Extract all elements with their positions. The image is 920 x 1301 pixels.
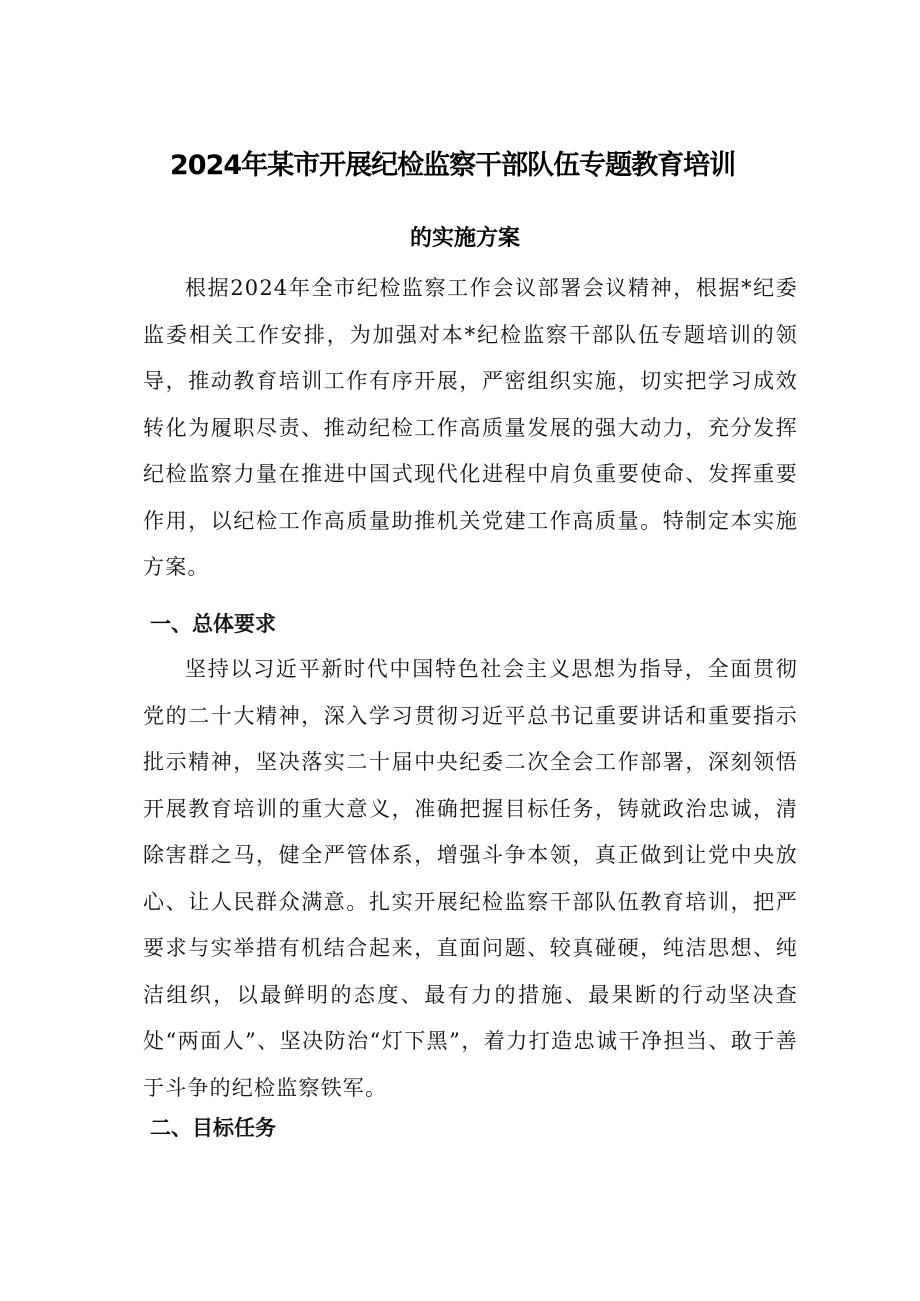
general-requirements-paragraph: 坚持以习近平新时代中国特色社会主义思想为指导，全面贯彻党的二十大精神，深入学习贯彻习近平总书记重要讲话和重要指示批示精神，坚决落实二十届中央纪委二次全会工作部署，深刻领悟开展教育培训的重大意义，准确把握目标任务，铸就政治忠诚，清除害群之马，健全严管体系，增强斗争本领，真正做到让党中央放心、让人民群众满意。扎实开展纪检监察干部队伍教育培训，把严要求与实举措有机结合起来，直面问题、较真碰硬，纯洁思想、纯洁组织，以最鲜明的态度、最有力的措施、最果断的行动坚决查处“两面人”、坚决防治“灯下黑”，着力打造忠诚干净担当、敢于善于斗争的纪检监察铁军。 [143,657,798,1100]
intro-paragraph: 根据2024年全市纪检监察工作会议部署会议精神，根据*纪委监委相关工作安排，为加强对本*纪检监察干部队伍专题培训的领导，推动教育培训工作有序开展，严密组织实施，切实把学习成效转化为履职尽责、推动纪检工作高质量发展的强大动力，充分发挥纪检监察力量在推进中国式现代化进程中肩负重要使命、发挥重要作用，以纪检工作高质量助推机关党建工作高质量。特制定本实施方案。 [143,276,798,579]
section-heading-general-requirements: 一、总体要求 [150,612,276,636]
section-heading-objectives: 二、目标任务 [150,1116,276,1140]
document-title-line-1: 2024年某市开展纪检监察干部队伍专题教育培训 [170,150,736,181]
document-title-line-2: 的实施方案 [410,226,521,251]
